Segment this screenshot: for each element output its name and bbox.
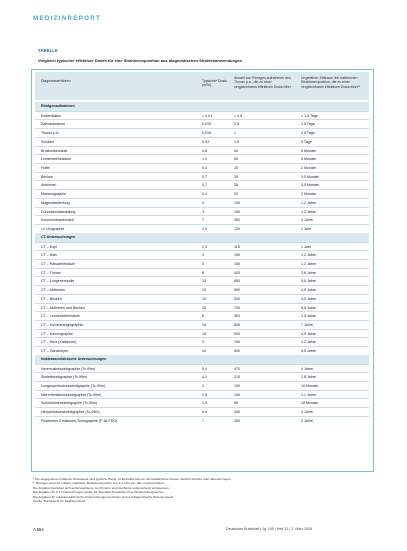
procedure-cell: Schilddrüsenszintigraphie (Tc-99m) xyxy=(41,401,98,406)
xray-count-cell: 150 xyxy=(234,253,240,258)
xray-count-cell: 150 xyxy=(234,209,240,214)
natural-exposure-cell: 1,2 Jahre xyxy=(301,253,316,258)
table-footnotes xyxy=(33,477,373,503)
header-procedure: Diagnoseverfahren xyxy=(41,79,71,83)
xray-count-cell: 20 xyxy=(234,192,238,197)
procedure-cell: CT – Herz (Kalkscore) xyxy=(41,340,77,345)
table-row xyxy=(35,172,369,181)
dose-cell: 0,8 xyxy=(202,148,207,153)
dose-cell: 0,015 xyxy=(202,122,211,127)
table-row xyxy=(35,224,369,233)
table-row xyxy=(35,111,369,120)
natural-exposure-cell: 5 Tage xyxy=(301,139,312,144)
table-header-row xyxy=(35,72,369,100)
xray-count-cell: 345 xyxy=(234,410,240,415)
table-row xyxy=(35,390,369,399)
natural-exposure-cell: 3 Jahre xyxy=(301,410,313,415)
page-number: A 554 xyxy=(33,527,44,532)
xray-count-cell: 50 xyxy=(234,157,238,162)
dose-cell: 0,015 xyxy=(202,131,211,136)
procedure-cell: Abdomen xyxy=(41,183,57,188)
dose-cell: 7 xyxy=(202,418,204,423)
dose-cell: 8 xyxy=(202,270,204,275)
dose-cell: 10 xyxy=(202,288,206,293)
procedure-cell: CT – Kolonographie xyxy=(41,331,73,336)
natural-exposure-cell: 1,2 Jahre xyxy=(301,209,316,214)
dose-cell: 6,9 xyxy=(202,410,207,415)
dose-cell: 2,3 xyxy=(202,244,207,249)
natural-exposure-cell: 10 Monate xyxy=(301,384,318,388)
footnote: ** Bezogen auf eine mittlere natürliche Strahlenexposition von 2,1 mSv pro Jahr in Deutschland. xyxy=(33,481,165,486)
xray-count-cell: 125 xyxy=(234,227,240,232)
procedure-cell: CT – Halswirbelsäule xyxy=(41,261,75,266)
natural-exposure-cell: 6,5 Jahre xyxy=(301,305,316,310)
procedure-cell: Lungenperfusionsszintigraphie (Tc-99m) xyxy=(41,384,105,388)
dose-cell: 0,7 xyxy=(202,183,207,188)
table-row xyxy=(35,381,369,390)
procedure-cell: Kolonkontrasteinlauf xyxy=(41,218,74,223)
procedure-cell: CT – Abdomen xyxy=(41,288,65,293)
dose-cell: 2,6 xyxy=(202,392,207,397)
natural-exposure-cell: 1,2 Jahre xyxy=(301,261,316,266)
procedure-cell: CT – Ganzkörper xyxy=(41,349,69,354)
table-row xyxy=(35,364,369,373)
dose-cell: 10 xyxy=(202,349,206,354)
xray-count-cell: 1 xyxy=(234,131,236,136)
procedure-cell: CT – Lungenembolie xyxy=(41,279,75,284)
natural-exposure-cell: 3,5 Monate xyxy=(301,174,319,179)
dose-cell: 2,5 xyxy=(202,227,207,232)
dose-cell: 1,9 xyxy=(202,401,207,406)
dose-cell: 3 xyxy=(202,253,204,258)
footnote: Quelle: Bundesamt für Strahlenschutz. xyxy=(33,499,86,504)
table-row xyxy=(35,137,369,146)
xray-count-cell: < 0,5 xyxy=(234,113,243,118)
table-row xyxy=(35,154,369,163)
dose-cell: 13 xyxy=(202,279,206,284)
footnote: Die Angaben beziehen sich auf Erwachsene; bei Kindern sind die Werte entsprechend anzupassen. xyxy=(33,485,170,490)
xray-count-cell: 35 xyxy=(234,174,238,179)
procedure-cell: Positronen-Emissions-Tomographie (F-18-FDG) xyxy=(41,418,118,423)
dose-cell: 0,7 xyxy=(202,174,207,179)
table-row xyxy=(35,146,369,155)
xray-count-cell: 100 xyxy=(234,384,240,388)
natural-exposure-cell: 4,5 Jahre xyxy=(301,296,316,301)
dose-cell: 1,0 xyxy=(202,157,207,162)
procedure-cell: Lendenwirbelsäule xyxy=(41,157,71,162)
procedure-cell: CT – Thorax xyxy=(41,270,61,275)
procedure-cell: Nierenfunktionsszintigraphie (Tc-99m) xyxy=(41,392,102,397)
table-row xyxy=(35,329,369,338)
table-caption: Vergleich typischer effektiver Dosen für eine Strahlenexposition aus diagnostischen Strahlenanwendungen xyxy=(38,58,243,63)
natural-exposure-cell: 1,1 Jahre xyxy=(301,392,316,397)
header-dose: Typische* Dosis (mSv) xyxy=(202,79,227,88)
natural-exposure-cell: 2 Monate xyxy=(301,166,316,171)
table-row xyxy=(35,268,369,277)
table-label: TABELLE xyxy=(38,48,58,53)
xray-count-cell: 470 xyxy=(234,366,240,371)
natural-exposure-cell: 1 Jahr xyxy=(301,244,311,249)
natural-exposure-cell: 4,5 Jahre xyxy=(301,349,316,354)
procedure-cell: CT – Koronarangiographie xyxy=(41,322,84,327)
xray-count-cell: 350 xyxy=(234,218,240,223)
table-row xyxy=(35,337,369,346)
natural-exposure-cell: 5 Monate xyxy=(301,157,316,162)
xray-count-cell: 1,5 xyxy=(234,139,239,144)
dose-table xyxy=(31,69,374,472)
footnote: * Die angegebenen mittleren Dosiswerte sind typische Werte; im Einzelfall können die tatsächlichen Dosen deutlich darüber oder darunter liegen. xyxy=(33,477,232,481)
xray-count-cell: 300 xyxy=(234,314,240,319)
dose-cell: 2 xyxy=(202,384,204,388)
header-xray-count: Anzahl von Röntgen-aufnahmen des Thorax p.a., die zu einer vergleichbaren effektiven Dosis führt xyxy=(234,76,291,89)
natural-exposure-cell: 3 Jahre xyxy=(301,418,313,423)
dose-cell: 4,2 xyxy=(202,375,207,380)
procedure-cell: Skelettszintigraphie (Tc-99m) xyxy=(41,375,88,380)
procedure-cell: CT – Hals xyxy=(41,253,57,258)
procedure-cell: Becken xyxy=(41,174,53,179)
natural-exposure-cell: 4 Monate xyxy=(301,148,316,153)
procedure-cell: Schädel xyxy=(41,139,54,144)
dose-cell: 16 xyxy=(202,322,206,327)
procedure-cell: CT – Lendenwirbelsäule xyxy=(41,314,80,319)
table-row xyxy=(35,276,369,285)
procedure-cell: CT – Kopf xyxy=(41,244,58,249)
dose-cell: 6 xyxy=(202,314,204,319)
procedure-cell: Mammographie xyxy=(41,192,66,197)
procedure-cell: Dünndarmdarstellung xyxy=(41,209,76,214)
journal-citation: Deutsches Ärzteblatt | Jg. 105 | Heft 31 | 2. März 2009 xyxy=(226,527,313,531)
table-row xyxy=(35,398,369,407)
dose-cell: 0,03 xyxy=(202,139,209,144)
procedure-cell: CT – Abdomen und Becken xyxy=(41,305,85,310)
natural-exposure-cell: 1 Jahr xyxy=(301,227,311,232)
table-row xyxy=(35,320,369,329)
procedure-cell: Thorax p.a. xyxy=(41,131,60,136)
dose-cell: 3 xyxy=(202,200,204,205)
natural-exposure-cell: 1,8 Jahre xyxy=(301,375,316,380)
natural-exposure-cell: 4,5 Jahre xyxy=(301,331,316,336)
dose-cell: 3 xyxy=(202,209,204,214)
xray-count-cell: 40 xyxy=(234,148,238,153)
xray-count-cell: 350 xyxy=(234,418,240,423)
procedure-cell: CT – Becken xyxy=(41,296,62,301)
dose-cell: 10 xyxy=(202,296,206,301)
table-row xyxy=(35,198,369,207)
xray-count-cell: 210 xyxy=(234,375,240,380)
xray-count-cell: 750 xyxy=(234,305,240,310)
footnote: Die Angaben für CT-Untersuchungen gelten für Standard-Protokolle ohne Wiederholungsserien. xyxy=(33,490,165,495)
table-row xyxy=(35,303,369,312)
table-row xyxy=(35,311,369,320)
table-row xyxy=(35,294,369,303)
section-header: MEDIZINREPORT xyxy=(33,15,102,22)
natural-exposure-cell: 3,6 Jahre xyxy=(301,270,316,275)
xray-count-cell: 800 xyxy=(234,322,240,327)
xray-count-cell: 500 xyxy=(234,296,240,301)
header-natural-exposure: Ungefährer Zeitraum der natürlichen Strahlenexposition, die zu einer vergleichbaren effektiven Dosis führt** xyxy=(301,76,361,89)
natural-exposure-cell: 2 Monate xyxy=(301,192,316,197)
section-row xyxy=(35,102,369,111)
xray-count-cell: 500 xyxy=(234,288,240,293)
table-row xyxy=(35,242,369,251)
dose-cell: 0,4 xyxy=(202,166,207,171)
procedure-cell: Hüfte xyxy=(41,166,50,171)
procedure-cell: Zahnaufnahme xyxy=(41,122,66,127)
procedure-cell: Herzmuskelszintigraphie (Tc-99m) xyxy=(41,366,96,371)
natural-exposure-cell: 1,2 Jahre xyxy=(301,340,316,345)
dose-cell: 9,4 xyxy=(202,366,207,371)
footnote: Die Angaben für nuklearmedizinische Untersuchungen beziehen sich auf diagnostische Referenzwerte. xyxy=(33,494,175,499)
natural-exposure-cell: 3,5 Monate xyxy=(301,183,319,188)
procedure-cell: CT-Untersuchungen xyxy=(41,234,76,239)
section-row xyxy=(35,355,369,364)
procedure-cell: Magendarstellung xyxy=(41,200,70,205)
xray-count-cell: 650 xyxy=(234,279,240,284)
natural-exposure-cell: 3 Jahre xyxy=(301,218,313,223)
natural-exposure-cell: 2,5 Jahre xyxy=(301,314,316,319)
xray-count-cell: 20 xyxy=(234,166,238,171)
table-row xyxy=(35,119,369,128)
xray-count-cell: 35 xyxy=(234,183,238,188)
natural-exposure-cell: 5,5 Jahre xyxy=(301,279,316,284)
natural-exposure-cell: 7 Jahre xyxy=(301,322,313,327)
xray-count-cell: 150 xyxy=(234,261,240,266)
procedure-cell: Extremitäten xyxy=(41,113,62,118)
xray-count-cell: 500 xyxy=(234,331,240,336)
table-body xyxy=(35,102,369,425)
natural-exposure-cell: 1,2 Jahre xyxy=(301,200,316,205)
table-row xyxy=(35,259,369,268)
dose-cell: 0,4 xyxy=(202,192,207,197)
procedure-cell: Nuklearmedizinische Untersuchungen xyxy=(41,356,107,361)
table-row xyxy=(35,189,369,198)
xray-count-cell: 150 xyxy=(234,200,240,205)
natural-exposure-cell: 4,5 Jahre xyxy=(301,288,316,293)
natural-exposure-cell: < 1,5 Tage xyxy=(301,113,318,118)
xray-count-cell: 95 xyxy=(234,401,238,406)
dose-cell: 3 xyxy=(202,261,204,266)
table-row xyxy=(35,346,369,355)
xray-count-cell: 130 xyxy=(234,392,240,397)
natural-exposure-cell: 10 Monate xyxy=(301,401,318,406)
table-row xyxy=(35,215,369,224)
natural-exposure-cell: 2,5 Tage xyxy=(301,122,315,127)
table-row xyxy=(35,407,369,416)
dose-cell: 7 xyxy=(202,218,204,223)
dose-cell: < 0,01 xyxy=(202,113,213,118)
table-row xyxy=(35,163,369,172)
procedure-cell: Hirnperfusionsszintigraphie (Tc-99m) xyxy=(41,410,100,415)
table-row xyxy=(35,285,369,294)
table-row xyxy=(35,128,369,137)
procedure-cell: Brustwirbelsäule xyxy=(41,148,68,153)
table-row xyxy=(35,250,369,259)
xray-count-cell: 115 xyxy=(234,244,240,249)
table-row xyxy=(35,180,369,189)
table-row xyxy=(35,207,369,216)
natural-exposure-cell: 4 Jahre xyxy=(301,366,313,371)
xray-count-cell: 0,5 xyxy=(234,122,239,127)
table-row xyxy=(35,372,369,381)
xray-count-cell: 150 xyxy=(234,340,240,345)
xray-count-cell: 500 xyxy=(234,349,240,354)
table-row xyxy=(35,416,369,425)
xray-count-cell: 400 xyxy=(234,270,240,275)
dose-cell: 10 xyxy=(202,331,206,336)
dose-cell: 3 xyxy=(202,340,204,345)
procedure-cell: Röntgenaufnahmen xyxy=(41,104,75,108)
dose-cell: 15 xyxy=(202,305,206,310)
procedure-cell: i.v.-Urographie xyxy=(41,227,65,232)
section-row xyxy=(35,233,369,242)
natural-exposure-cell: 2,5 Tage xyxy=(301,131,315,136)
